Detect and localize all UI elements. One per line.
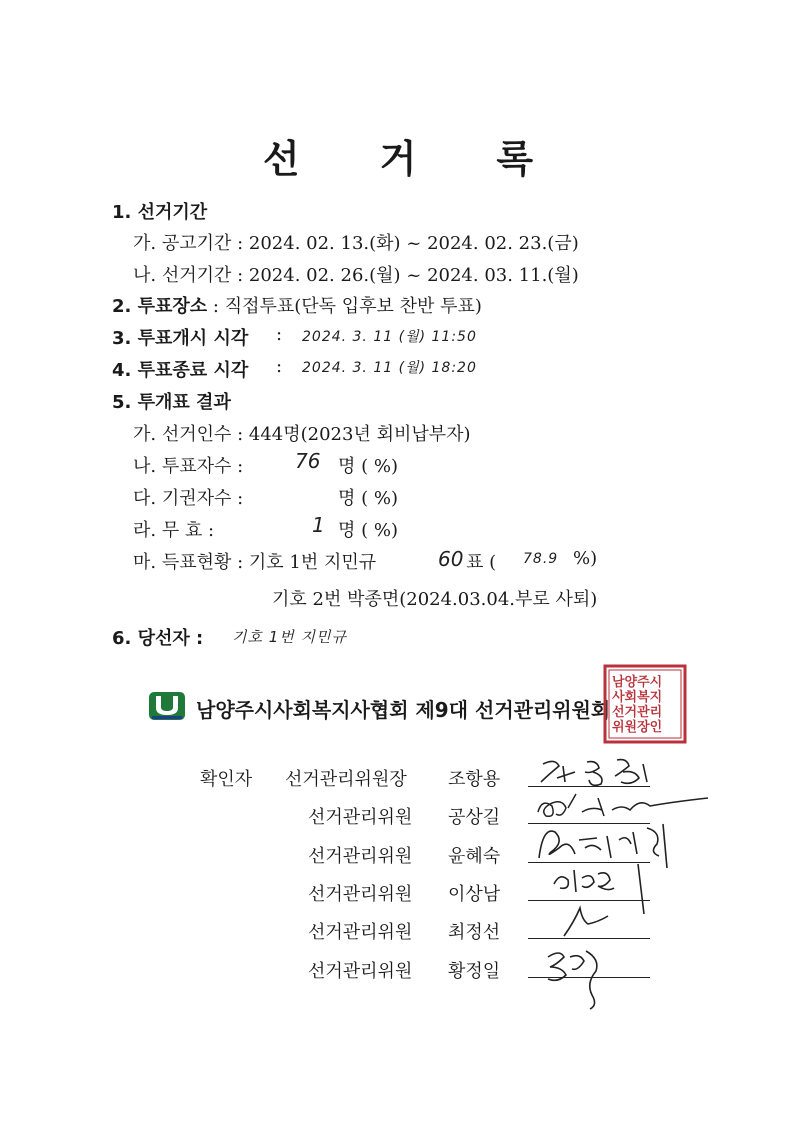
vote-count-handwritten: 60 bbox=[438, 547, 464, 571]
svg-text:위원장인: 위원장인 bbox=[612, 720, 663, 735]
title-char: 록 bbox=[496, 136, 538, 181]
title-char: 선 bbox=[262, 136, 304, 181]
signer-name: 조항용 bbox=[448, 769, 501, 790]
winner-handwritten: 기호 1번 지민규 bbox=[232, 628, 348, 646]
announce-period: 가. 공고기간 : 2024. 02. 13.(화) ~ 2024. 02. 23.(금) bbox=[133, 233, 579, 254]
colon: : bbox=[276, 356, 283, 377]
section-3-heading: 3. 투표개시 시각 bbox=[112, 328, 249, 349]
vote-percent-handwritten: 78.9 bbox=[523, 551, 559, 567]
signature-5 bbox=[558, 902, 618, 942]
election-period: 나. 선거기간 : 2024. 02. 26.(월) ~ 2024. 03. 11.(월) bbox=[133, 265, 579, 286]
voting-start-time-handwritten: 2024. 3. 11 (월) 11:50 bbox=[302, 329, 477, 345]
signer-role: 선거관리위원 bbox=[308, 922, 413, 943]
invalid-count-unit: 명 ( %) bbox=[338, 520, 398, 541]
signer-role: 선거관리위원 bbox=[308, 807, 413, 828]
signer-name: 황정일 bbox=[448, 961, 501, 982]
confirmer-label: 확인자 bbox=[200, 769, 253, 790]
voter-count-handwritten: 76 bbox=[295, 449, 321, 473]
svg-text:선거관리: 선거관리 bbox=[612, 705, 663, 720]
section-6-heading: 6. 당선자 : bbox=[112, 628, 204, 649]
signer-name: 윤혜숙 bbox=[448, 846, 501, 867]
association-logo-icon bbox=[149, 692, 185, 720]
official-seal-stamp bbox=[603, 664, 687, 744]
svg-text:남양주시: 남양주시 bbox=[612, 675, 663, 690]
section-4-heading: 4. 투표종료 시각 bbox=[112, 360, 249, 381]
signature-6 bbox=[540, 943, 620, 1013]
voter-count-label: 나. 투표자수 : bbox=[133, 456, 244, 477]
signer-name: 이상남 bbox=[448, 884, 501, 905]
section-5-heading: 5. 투개표 결과 bbox=[112, 392, 231, 413]
signer-role: 선거관리위원장 bbox=[285, 769, 407, 790]
signer-role: 선거관리위원 bbox=[308, 884, 413, 905]
vote-percent-close: %) bbox=[573, 548, 598, 569]
candidate-2-resigned: 기호 2번 박종면(2024.03.04.부로 사퇴) bbox=[272, 589, 598, 610]
invalid-count-handwritten: 1 bbox=[312, 513, 325, 537]
electorate-count: 가. 선거인수 : 444명(2023년 회비납부자) bbox=[133, 424, 471, 445]
vote-result-label: 마. 득표현황 : 기호 1번 지민규 bbox=[133, 552, 377, 573]
signer-role: 선거관리위원 bbox=[308, 961, 413, 982]
signer-role: 선거관리위원 bbox=[308, 846, 413, 867]
invalid-count-label: 라. 무 효 : bbox=[133, 520, 215, 541]
vote-unit: 표 ( bbox=[466, 552, 497, 573]
section-1-heading: 1. 선거기간 bbox=[112, 202, 208, 223]
voter-count-unit: 명 ( %) bbox=[338, 456, 398, 477]
voting-place: : 직접투표(단독 입후보 찬반 투표) bbox=[207, 296, 482, 317]
abstain-count-label: 다. 기권자수 : bbox=[133, 488, 244, 509]
svg-text:사회복지: 사회복지 bbox=[612, 690, 663, 705]
section-2-heading: 2. 투표장소 bbox=[112, 296, 208, 317]
title-char: 거 bbox=[379, 136, 421, 181]
section-2 bbox=[112, 292, 482, 318]
voting-end-time-handwritten: 2024. 3. 11 (월) 18:20 bbox=[302, 360, 477, 376]
signature-1 bbox=[535, 752, 665, 792]
signer-name: 최정선 bbox=[448, 922, 501, 943]
colon: : bbox=[276, 324, 283, 345]
election-committee-name: 남양주시사회복지사협회 제9대 선거관리위원회 bbox=[196, 698, 611, 722]
signer-name: 공상길 bbox=[448, 807, 501, 828]
abstain-count-unit: 명 ( %) bbox=[338, 488, 398, 509]
document-title bbox=[0, 128, 800, 183]
